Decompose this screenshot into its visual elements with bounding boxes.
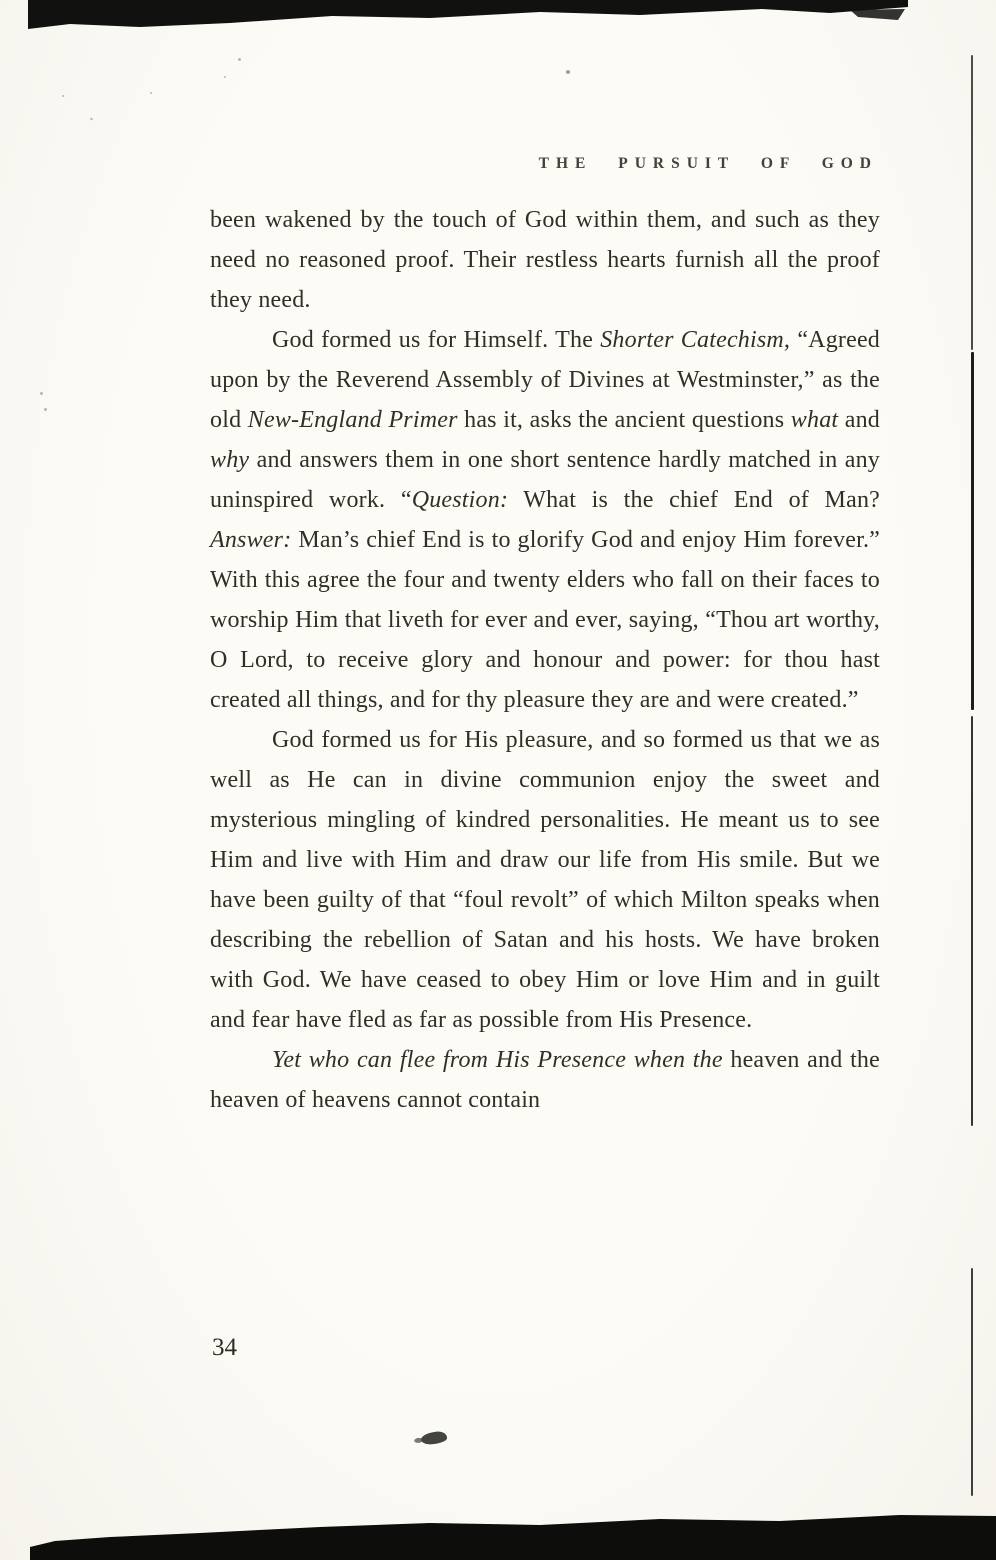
running-header: THE PURSUIT OF GOD: [538, 155, 878, 172]
text-run: “Agreed upon by the Reverend Assembly of Divines at Westminster,” as the old: [210, 327, 880, 433]
italic-text-run: New-England Primer: [247, 407, 458, 433]
scan-artifact-right-line: [971, 716, 973, 1126]
italic-text-run: why: [210, 447, 250, 473]
scan-artifact-bottom-shape: [30, 1515, 996, 1560]
scan-speck: [40, 392, 43, 395]
scan-speck: [44, 408, 47, 411]
paragraph: [210, 200, 880, 320]
text-run: has it, asks the ancient questions: [457, 407, 791, 433]
text-run: and: [838, 407, 881, 433]
text-run: God formed us for His pleasure, and so formed us that we as well as He can in divine communion enjoy the sweet and mysterious mingling of kindred personalities. He meant us to see Him and live with Him and draw our life from His smile. But we have been guilty of that “foul revolt” of which Milton speaks when describing the rebellion of Satan and his hosts. We have broken with God. We have ceased to obey Him or love Him and in guilt and fear have fled as far as possible from His Presence.: [210, 727, 880, 1033]
ink-smudge: [420, 1430, 447, 1445]
scan-speck: [62, 95, 64, 97]
scan-speck: [90, 117, 94, 120]
scan-speck: [150, 92, 152, 94]
text-run: heaven and the heaven of heavens cannot contain: [210, 1047, 880, 1113]
italic-text-run: Shorter Catechism,: [600, 327, 791, 353]
italic-text-run: Answer:: [210, 527, 292, 553]
italic-text-run: what: [790, 407, 839, 433]
text-run: Man’s chief End is to glorify God and enjoy Him forever.” With this agree the four and twenty elders who fall on their faces to worship Him that liveth for ever and ever, saying, “Thou art worthy, O Lord, to receive glory and honour and power: for thou hast created all things, and for thy pleasure they are and were created.”: [210, 527, 880, 713]
text-run: been wakened by the touch of God within them, and such as they need no reasoned proof. Their restless hearts furnish all the proof they need.: [210, 207, 880, 313]
scan-speck: [566, 70, 570, 74]
scan-artifact-bottom-edge: [0, 1510, 996, 1560]
scan-artifact-right-line: [971, 352, 974, 710]
italic-text-run: Yet who can flee from His Presence when the: [272, 1047, 723, 1073]
scan-artifact-top-edge: [0, 0, 996, 34]
scan-speck: [224, 76, 226, 78]
paragraph: [210, 320, 880, 720]
text-run: and answers them in one short sentence hardly matched in any uninspired work. “: [210, 447, 880, 513]
paragraph: [210, 1040, 880, 1120]
scan-artifact-top-shape: [28, 0, 908, 29]
page-body-text: [210, 200, 880, 1120]
paragraph: [210, 720, 880, 1040]
page-number: 34: [212, 1334, 237, 1361]
scan-speck: [238, 58, 241, 61]
scan-artifact-top-fleck: [850, 9, 905, 20]
text-run: God formed us for Himself. The: [272, 327, 601, 353]
scan-artifact-right-line: [971, 55, 973, 350]
scan-artifact-right-line: [971, 1268, 973, 1496]
italic-text-run: Question:: [411, 487, 509, 513]
text-run: What is the chief End of Man?: [508, 487, 880, 513]
